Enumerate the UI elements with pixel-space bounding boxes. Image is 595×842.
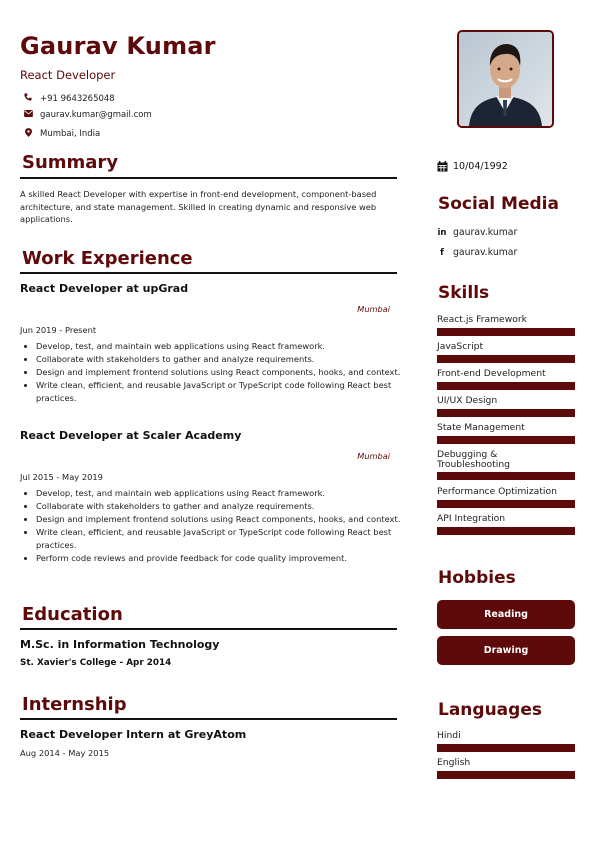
- skill-label: JavaScript: [437, 341, 484, 352]
- internship-dates: Aug 2014 - May 2015: [20, 748, 110, 758]
- hobby-chip-drawing: Drawing: [437, 636, 575, 665]
- job-title: React Developer at upGrad: [20, 282, 189, 295]
- map-pin-icon: [22, 128, 34, 140]
- envelope-icon: [22, 110, 34, 120]
- education-school: St. Xavier's College - Apr 2014: [20, 658, 172, 668]
- skill-label: Performance Optimization: [437, 486, 557, 497]
- location-text: Mumbai, India: [40, 129, 101, 139]
- language-bar: [437, 744, 575, 752]
- language-label: Hindi: [437, 730, 461, 741]
- dob-text: 10/04/1992: [453, 161, 508, 172]
- date-of-birth: [437, 161, 508, 172]
- skill-item: [437, 315, 575, 336]
- calendar-icon: [437, 161, 448, 172]
- social-item-facebook[interactable]: [437, 247, 517, 258]
- phone-text: +91 9643265048: [40, 93, 115, 104]
- skill-label: Debugging & Troubleshooting: [437, 449, 510, 470]
- skill-item: [437, 396, 575, 417]
- hobbies-heading: Hobbies: [438, 568, 516, 588]
- skill-label: UI/UX Design: [437, 395, 498, 406]
- job-dates: Jun 2019 - Present: [20, 325, 97, 335]
- work-divider: [20, 272, 397, 274]
- bullet-item: • Develop, test, and maintain web applications using React framework.: [36, 487, 411, 500]
- education-degree: M.Sc. in Information Technology: [20, 638, 220, 651]
- summary-divider: [20, 177, 397, 179]
- skill-item: [437, 369, 575, 390]
- job-title: React Developer at Scaler Academy: [20, 429, 242, 442]
- skill-bar: [437, 527, 575, 535]
- contact-email: [22, 110, 152, 120]
- bullet-item: • Perform code reviews and provide feedback for code quality improvement.: [36, 552, 411, 565]
- social-label: gaurav.kumar: [453, 227, 518, 238]
- bullet-item: • Design and implement frontend solutions using React components, hooks, and context.: [36, 366, 411, 379]
- bullet-item: • Write clean, efficient, and reusable JavaScript or TypeScript code following React best practices.: [36, 379, 411, 405]
- phone-icon: [22, 93, 34, 104]
- internship-role: React Developer Intern at GreyAtom: [20, 728, 247, 741]
- social-heading: Social Media: [438, 194, 559, 214]
- languages-heading: Languages: [438, 700, 542, 720]
- skills-heading: Skills: [438, 283, 490, 303]
- profile-photo: [457, 30, 554, 128]
- work-heading: Work Experience: [22, 248, 193, 269]
- social-label: gaurav.kumar: [453, 247, 518, 258]
- skill-label: API Integration: [437, 513, 506, 524]
- skill-bar: [437, 472, 575, 480]
- skill-item: [437, 514, 575, 535]
- bullet-item: • Collaborate with stakeholders to gather and analyze requirements.: [36, 353, 411, 366]
- candidate-name: Gaurav Kumar: [20, 32, 216, 60]
- skill-item: [437, 450, 575, 480]
- skill-bar: [437, 355, 575, 363]
- internship-divider: [20, 718, 397, 720]
- candidate-role: React Developer: [20, 68, 116, 82]
- skill-label: State Management: [437, 422, 525, 433]
- job-dates: Jul 2015 - May 2019: [20, 472, 103, 482]
- skill-bar: [437, 500, 575, 508]
- internship-heading: Internship: [22, 694, 127, 715]
- skill-item: [437, 423, 575, 444]
- education-heading: Education: [22, 604, 123, 625]
- summary-heading: Summary: [22, 152, 119, 173]
- facebook-icon: f: [440, 247, 444, 258]
- hobby-chip-reading: Reading: [437, 600, 575, 629]
- bullet-item: • Design and implement frontend solutions using React components, hooks, and context.: [36, 513, 411, 526]
- education-divider: [20, 628, 397, 630]
- skill-bar: [437, 409, 575, 417]
- skill-bar: [437, 328, 575, 336]
- social-item-linkedin[interactable]: [437, 227, 517, 238]
- summary-text: A skilled React Developer with expertise in front-end development, component-based architecture, and state management. Skilled in creating dynamic and responsive web applications.: [20, 189, 377, 224]
- skill-label: React.js Framework: [437, 314, 527, 325]
- linkedin-icon: in: [437, 227, 447, 238]
- language-label: English: [437, 757, 471, 768]
- bullet-item: • Write clean, efficient, and reusable JavaScript or TypeScript code following React best practices.: [36, 526, 411, 552]
- language-bar: [437, 771, 575, 779]
- skill-item: [437, 487, 575, 508]
- bullet-item: • Develop, test, and maintain web applications using React framework.: [36, 340, 411, 353]
- email-text: gaurav.kumar@gmail.com: [40, 110, 152, 120]
- skill-bar: [437, 436, 575, 444]
- language-item: [437, 758, 575, 779]
- language-item: [437, 731, 575, 752]
- bullet-item: • Collaborate with stakeholders to gather and analyze requirements.: [36, 500, 411, 513]
- job-location: Mumbai: [357, 451, 390, 461]
- contact-location: [22, 128, 100, 140]
- job-bullets: [20, 340, 411, 405]
- job-bullets: [20, 487, 411, 565]
- contact-phone: [22, 93, 115, 104]
- skill-label: Front-end Development: [437, 368, 546, 379]
- job-location: Mumbai: [357, 304, 390, 314]
- skill-bar: [437, 382, 575, 390]
- skill-item: [437, 342, 575, 363]
